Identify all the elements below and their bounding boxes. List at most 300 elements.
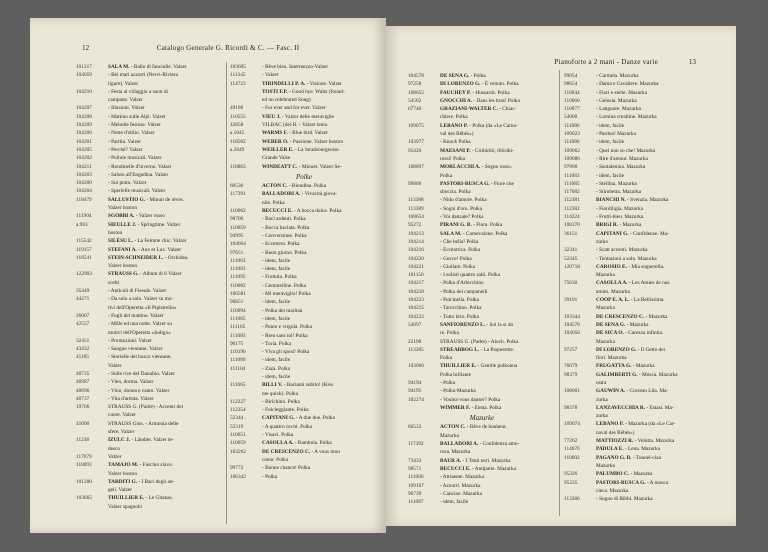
catalog-entry [76, 453, 222, 461]
catalog-title: LEBANO P. - Mazurka (da «Le Car- [596, 421, 676, 428]
catalog-number [564, 379, 596, 387]
catalog-entry [564, 172, 714, 180]
catalog-title: SALA M. - Ballo di fanciulle. Valzer [108, 64, 187, 70]
catalog-number: 98379 [564, 371, 578, 378]
catalog-number: 111083 [564, 172, 580, 179]
catalog-entry [230, 406, 378, 414]
catalog-entry [408, 213, 556, 221]
catalog-number: 36151 [564, 230, 578, 237]
catalog-title: - Gelosia. Mazurka [596, 97, 637, 104]
catalog-title: TAMAJO M. - Fascino slavo. [108, 462, 173, 469]
catalog-title: motivi dell'Operetta «Indigo» [108, 329, 171, 336]
catalog-title: - Attraente. Mazurka [440, 474, 484, 481]
catalog-title: Mazurka [596, 272, 615, 279]
catalog-number: 110093 [76, 462, 92, 469]
catalog-title: Polka [440, 355, 453, 362]
catalog-number: 101280 [76, 478, 92, 485]
catalog-entry [76, 387, 222, 395]
catalog-title: CAPITANI G. - A due due. Polka [262, 415, 335, 422]
catalog-title: PAGANO G. B. - Tunnel-ciao. [596, 454, 663, 461]
catalog-number [76, 229, 108, 237]
catalog-title: - Partita. Valzer [108, 138, 141, 145]
catalog-number: 104056 [564, 330, 580, 337]
catalog-number [230, 88, 262, 96]
column-divider [559, 70, 560, 516]
catalog-number [564, 412, 596, 420]
catalog-entry [564, 346, 714, 354]
catalog-number: 97868 [564, 164, 578, 171]
catalog-entry [564, 437, 714, 445]
catalog-number: 32451 [76, 337, 90, 344]
catalog-number: 122903 [76, 271, 92, 278]
catalog-number: 112227 [230, 398, 246, 405]
catalog-entry [76, 345, 222, 353]
catalog-title: GRAZIANI-WALTER C. - Chiac- [440, 106, 517, 113]
catalog-title: - Mi meraviglio! Polka [262, 291, 311, 298]
catalog-entry [230, 257, 378, 265]
catalog-number: 111063 [230, 257, 246, 264]
catalog-entry [76, 113, 222, 121]
catalog-number [408, 371, 440, 379]
catalog-entry [408, 387, 556, 395]
catalog-title: - Rondinelle d'inverno. Valzer [108, 163, 172, 170]
catalog-number: 104218 [408, 288, 424, 295]
catalog-title: tivi dell'Operetta «Il Pipistrello» [108, 304, 177, 311]
catalog-number: 120718 [564, 263, 580, 270]
catalog-entry [230, 290, 378, 298]
catalog-entry [408, 155, 556, 163]
catalog-number [230, 154, 262, 162]
catalog-entry [230, 356, 378, 364]
catalog-entry [76, 212, 222, 220]
catalog-title: Valzer [108, 362, 122, 369]
catalog-number: 40896 [76, 387, 90, 394]
catalog-title: SGOBBI A. - Valzer rosso [108, 213, 165, 220]
catalog-title: CASOLLA A. - Les Amies de nos [596, 280, 670, 287]
catalog-entry [76, 104, 222, 112]
catalog-entry [564, 271, 714, 279]
catalog-number: 98654 [564, 81, 578, 88]
catalog-number: 96175 [230, 340, 244, 347]
catalog-title: desco [108, 445, 121, 452]
catalog-entry [408, 329, 556, 337]
catalog-number: 77262 [564, 438, 578, 445]
catalog-title: - idem, facile [596, 122, 625, 129]
catalog-title: - Stirobetta. Mazurka [596, 189, 642, 196]
catalog-number: 104209 [76, 122, 92, 129]
catalog-number: 110094 [230, 307, 246, 314]
catalog-entry [564, 163, 714, 171]
catalog-entry [564, 180, 714, 188]
catalog-number: 104203 [76, 171, 92, 178]
catalog-entry [76, 221, 222, 229]
catalog-number [76, 445, 108, 453]
catalog-title: sfere. Valzer [108, 429, 135, 436]
catalog-number: 114723 [230, 80, 246, 87]
catalog-title: THUILLIER E. - Gentile polkonna [440, 363, 518, 370]
catalog-number: 97257 [564, 346, 578, 353]
catalog-title: PADULA E. - Lena. Mazurka [596, 446, 661, 453]
catalog-number: 49180 [230, 105, 244, 112]
catalog-number: 103605 [230, 64, 246, 70]
catalog-entry [564, 454, 714, 462]
catalog-entry [76, 287, 222, 295]
catalog-title: - Conversione. Polka [262, 232, 307, 239]
catalog-entry [408, 238, 556, 246]
catalog-number: 104221 [408, 263, 424, 270]
catalog-entry [564, 304, 714, 312]
catalog-title: - Bei mari azzurri (Nervi-Riviera [108, 72, 179, 79]
catalog-entry [564, 205, 714, 213]
catalog-title: TIRINDELLI P. A. - Visione. Valzer [262, 80, 342, 87]
catalog-number: 110190 [230, 349, 246, 356]
catalog-title: - Voi danzate? Polka [440, 214, 484, 221]
catalog-entry [76, 494, 222, 502]
catalog-number: 111105 [230, 324, 246, 331]
catalog-title: IZULC J. - Ländler. Valzer te- [108, 437, 174, 444]
catalog-number: 60533 [408, 424, 422, 431]
catalog-number: 109074 [564, 421, 580, 428]
catalog-number [564, 238, 596, 246]
catalog-title: - Languore. Mazurka [596, 106, 641, 113]
catalog-entry [230, 332, 378, 340]
catalog-entry [230, 273, 378, 281]
left-page-header [30, 44, 386, 56]
catalog-title: - Polka dei marinai [262, 307, 303, 314]
catalog-number [76, 428, 108, 436]
catalog-title: - Rien sans toi! Polka [262, 332, 308, 339]
catalog-entry [564, 155, 714, 163]
catalog-entry [230, 282, 378, 290]
catalog-number: 117391 [230, 191, 246, 198]
catalog-number: 60530 [230, 183, 244, 190]
catalog-number: 103977 [408, 139, 424, 146]
catalog-number: 54060 [564, 114, 578, 121]
catalog-entry [408, 432, 556, 440]
catalog-number: 104576 [564, 321, 580, 328]
catalog-title: STEFANI A. - Aux et Lux. Valzer [108, 246, 182, 253]
catalog-title: CAPITANI G. - Confidenze. Ma- [596, 230, 669, 237]
catalog-number: 52344 [230, 415, 244, 422]
catalog-entry [564, 429, 714, 437]
catalog-number: 110059 [230, 440, 246, 447]
catalog-entry [564, 495, 714, 503]
catalog-title: - Sul prato. Valzer [108, 180, 147, 187]
catalog-number: 110060 [564, 97, 580, 104]
catalog-entry [564, 255, 714, 263]
catalog-number: 111083 [230, 332, 246, 339]
catalog-entry [408, 180, 556, 188]
catalog-number: 111104 [230, 365, 246, 372]
catalog-number [408, 329, 440, 337]
catalog-entry [408, 362, 556, 370]
catalog-title: - Fogli del mattino. Valzer [108, 312, 164, 319]
catalog-title: WARMS F. - Blue bird. Valzer [262, 130, 329, 137]
catalog-entry [408, 440, 556, 448]
column-divider [226, 62, 227, 524]
catalog-title: - Gemmelline. Polka [262, 282, 306, 289]
catalog-entry [408, 371, 556, 379]
catalog-number: 19706 [76, 404, 90, 411]
catalog-entry [408, 379, 556, 387]
catalog-title: - idem, facile [262, 373, 291, 380]
catalog-title: - Cancioe. Mazurka [440, 490, 482, 497]
catalog-entry [76, 312, 222, 320]
catalog-entry [408, 465, 556, 473]
catalog-entry [230, 240, 378, 248]
catalog-title: Valzer boston [108, 205, 137, 212]
right-page-number: 13 [688, 58, 696, 66]
catalog-title: WINDEATT C. - Minuet. Valzer Se- [262, 163, 342, 170]
catalog-title: - Fiori e stelle. Mazurka [596, 89, 648, 96]
catalog-number: 104213 [408, 230, 424, 237]
left-column-1 [76, 63, 222, 511]
catalog-number: 118541 [76, 254, 92, 261]
catalog-title: - Birichino. Polka [262, 398, 300, 405]
catalog-title: BECUCCI E. - A bocca dolce. Polka [262, 208, 342, 215]
catalog-number [230, 390, 262, 398]
catalog-entry [230, 298, 378, 306]
catalog-number: 99772 [230, 465, 244, 472]
catalog-entry [408, 89, 556, 97]
catalog-number: 95335 [564, 479, 578, 486]
catalog-entry [76, 229, 222, 237]
catalog-number: 118863 [230, 163, 246, 170]
catalog-title: LEBANO P. - Polka (da «Le Carna- [440, 122, 518, 129]
catalog-number [76, 329, 108, 337]
catalog-entry [230, 249, 378, 257]
catalog-entry [408, 221, 556, 229]
catalog-entry [564, 313, 714, 321]
catalog-title: - Polka dei campanelli [440, 288, 488, 295]
catalog-entry [76, 146, 222, 154]
catalog-number: 96739 [408, 490, 422, 497]
catalog-entry [408, 147, 556, 155]
catalog-title: - Fiordiligia. Mazurka [596, 205, 643, 212]
catalog-number: 98571 [408, 465, 422, 472]
catalog-number: 111083 [230, 266, 246, 273]
catalog-entry [76, 270, 222, 278]
catalog-number [408, 172, 440, 180]
catalog-number: a.1045 [230, 130, 245, 137]
catalog-entry [230, 154, 378, 162]
catalog-entry [564, 404, 714, 412]
catalog-number [76, 80, 108, 88]
catalog-number [564, 429, 596, 437]
catalog-entry [76, 395, 222, 403]
catalog-number: 104059 [76, 72, 92, 79]
catalog-number: 109075 [408, 122, 424, 129]
right-column-1 [408, 72, 556, 506]
catalog-title: boston [108, 229, 123, 236]
catalog-title: STRAUSS G. (Padre) - Aloch. Polka [440, 338, 519, 345]
catalog-title: me quick). Polka [262, 390, 299, 397]
catalog-number: 110062 [230, 208, 246, 215]
catalog-entry [76, 88, 222, 96]
catalog-number: 109167 [408, 482, 424, 489]
catalog-number: 40735 [76, 370, 90, 377]
catalog-number: 117392 [408, 441, 424, 448]
catalog-title: BECUCCI E. - Antipatie. Mazurka [440, 465, 516, 472]
catalog-number: 117679 [76, 453, 92, 460]
catalog-entry [408, 338, 556, 346]
catalog-entry [564, 412, 714, 420]
catalog-title: zurka [596, 396, 608, 403]
catalog-title: - Carmela. Mazurka [596, 73, 639, 79]
catalog-number: 104211 [76, 163, 92, 170]
catalog-number: 67746 [408, 106, 422, 113]
catalog-entry [76, 80, 222, 88]
catalog-title: nile. Polka [262, 199, 285, 206]
catalog-title: - idem, facile [262, 257, 291, 264]
catalog-number: 35449 [76, 288, 90, 295]
catalog-title: - Sulle rive del Danubio. Valzer [108, 370, 175, 377]
catalog-entry [408, 138, 556, 146]
catalog-entry [76, 96, 222, 104]
catalog-entry [564, 296, 714, 304]
catalog-number: 104205 [76, 146, 92, 153]
catalog-entry [230, 390, 378, 398]
catalog-title: - Santalenina. Mazurka [596, 164, 646, 171]
catalog-entry [408, 354, 556, 362]
catalog-number: 32341 [564, 247, 578, 254]
catalog-title: - Quel non so che! Mazurka [596, 147, 656, 154]
catalog-number: 40737 [76, 395, 90, 402]
catalog-number: 119157 [76, 246, 92, 253]
catalog-entry [76, 237, 222, 245]
catalog-number [76, 411, 108, 419]
catalog-number: 94195 [408, 388, 422, 395]
catalog-entry [230, 414, 378, 422]
catalog-title: DI LORENZO G. - È venuto. Polka [440, 81, 519, 88]
catalog-number: 108655 [408, 89, 424, 96]
catalog-title: - Da solo a solo. Valzer su mo- [108, 296, 174, 303]
catalog-title: - Notte d'oblio. Valzer [108, 130, 155, 137]
catalog-entry [408, 263, 556, 271]
catalog-entry [408, 230, 556, 238]
catalog-title: Mazurka [596, 462, 615, 469]
catalog-entry [76, 362, 222, 370]
catalog-entry [76, 320, 222, 328]
catalog-entry [76, 304, 222, 312]
catalog-entry [230, 215, 378, 223]
catalog-number: 110059 [230, 224, 246, 231]
catalog-entry [76, 411, 222, 419]
catalog-entry [230, 373, 378, 381]
catalog-title: - idem, facile [262, 315, 291, 322]
catalog-number: a.2049 [230, 146, 245, 153]
catalog-entry [408, 246, 556, 254]
catalog-entry [230, 71, 378, 79]
catalog-title: - Bocca baciata. Polka [262, 224, 310, 231]
catalog-number: 111345 [230, 72, 246, 79]
catalog-title: - Mattino sulle Alpi. Valzer [108, 113, 166, 120]
section-heading-polke: Polke [296, 172, 312, 181]
catalog-number: 103665 [76, 495, 92, 502]
catalog-title: MAESANI P. - Ciribiribì, ribiribì- [440, 147, 514, 154]
catalog-number: 109086 [564, 155, 580, 162]
catalog-entry [564, 445, 714, 453]
catalog-title: - Storielle del bosco viennese. [108, 354, 172, 361]
catalog-number: 108370 [564, 222, 580, 229]
catalog-title: Valzer [108, 453, 122, 460]
catalog-number: 76679 [564, 363, 578, 370]
catalog-title: - Pardon! Mazurka [596, 131, 637, 138]
right-page-header [386, 58, 736, 70]
catalog-number: 115542 [76, 238, 92, 245]
catalog-title: - Tarocchino. Polka [440, 305, 482, 312]
catalog-title: - Saluto all'Engadina. Valzer [108, 171, 169, 178]
catalog-title: cuore. Valzer [108, 412, 136, 419]
catalog-title: - Polka [262, 473, 278, 480]
catalog-entry [408, 448, 556, 456]
catalog-entry [76, 478, 222, 486]
catalog-title: SALA M. - Carnevalone. Polka [440, 230, 508, 237]
catalog-entry [564, 97, 714, 105]
catalog-title: rosa. Mazurka [440, 449, 471, 456]
catalog-title: ACTON C. - Biondina. Polka [262, 183, 327, 190]
catalog-title: THUILLIER E. - Le Gitanas. [108, 495, 174, 502]
catalog-entry [408, 105, 556, 113]
catalog-title: - Frottola. Polka [262, 274, 297, 281]
catalog-entry [564, 130, 714, 138]
catalog-number: 39101 [564, 297, 578, 304]
catalog-title: - Promozioni. Valzer [108, 337, 152, 344]
catalog-title: scelti [108, 279, 120, 286]
catalog-title: campane. Valzer [108, 97, 143, 104]
catalog-entry [564, 462, 714, 470]
catalog-entry [564, 147, 714, 155]
catalog-number [408, 404, 440, 412]
catalog-number: 109062 [564, 147, 580, 154]
catalog-entry [564, 72, 714, 80]
catalog-number: 104200 [76, 180, 92, 187]
catalog-number [230, 199, 262, 207]
catalog-title: BIANCHI N. - Svenzia. Mazurka [596, 197, 669, 204]
catalog-title: - Giullare. Polka [440, 263, 476, 270]
catalog-entry [76, 63, 222, 71]
catalog-title: - Pullule musicali. Valzer [108, 155, 162, 162]
catalog-entry [76, 445, 222, 453]
catalog-title: - Polka d'Arlecchino [440, 280, 484, 287]
catalog-number: 41090 [76, 420, 90, 427]
catalog-number [408, 130, 440, 138]
catalog-number: 99054 [564, 73, 578, 79]
catalog-entry [230, 315, 378, 323]
catalog-number: 104223 [408, 297, 424, 304]
catalog-entry [230, 80, 378, 88]
catalog-number: 112381 [564, 197, 580, 204]
catalog-entry [408, 113, 556, 121]
catalog-title: BAUR A. - I Tenti neri. Mazurka [440, 457, 511, 464]
catalog-title: val des Bêbés») [440, 131, 474, 138]
catalog-entry [76, 179, 222, 187]
catalog-entry [564, 371, 714, 379]
catalog-title: - idem, facile [440, 499, 469, 506]
catalog-entry [76, 171, 222, 179]
catalog-number: 114670 [564, 446, 580, 453]
catalog-entry [230, 348, 378, 356]
catalog-title: PIRANI G. B. - Flora. Polka [440, 222, 503, 229]
catalog-title: GALIMBERTI G. - Mosca. Mazurka [596, 371, 678, 378]
catalog-entry [408, 304, 556, 312]
catalog-number: 73433 [408, 457, 422, 464]
catalog-title: - Sperielle musicali. Valzer [108, 188, 166, 195]
catalog-number [564, 462, 596, 470]
catalog-entry [408, 498, 556, 506]
catalog-number [564, 354, 596, 362]
catalog-number: 94995 [230, 232, 244, 239]
